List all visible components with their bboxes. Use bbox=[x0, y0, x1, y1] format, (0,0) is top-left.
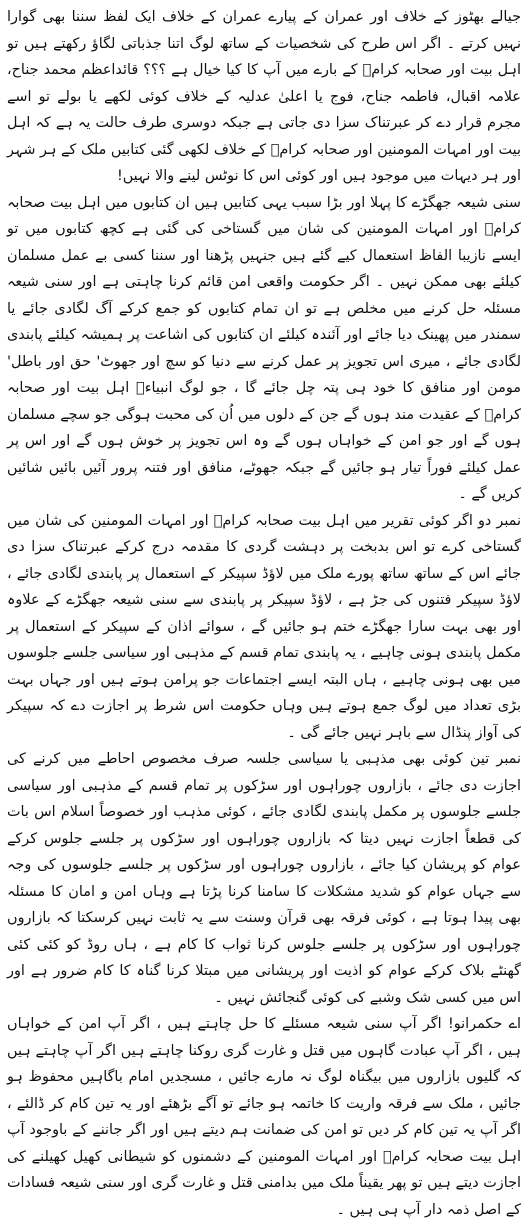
article-paragraph-2: سنی شیعہ جھگڑے کا پہلا اور بڑا سبب یہی کتابیں ہیں ان کتابوں میں اہل بیت صحابہ کرامؓ اور امہات المومنین کی شان میں گستاخی کی گئی ہے کچھ کتابوں میں تو ایسے نازیبا الفاظ استعمال کیے گئے ہیں جنہیں پڑھنا اور سننا کسی بے عمل مسلمان کیلئے بھی ممکن نہیں ۔ اگر حکومت واقعی امن قائم کرنا چاہتی ہے اور سنی شیعہ مسئلہ حل کرنے میں مخلص ہے تو ان تمام کتابوں کو جمع کرکے آگ لگادی جائے یا سمندر میں پھینک دیا جائے اور آئندہ کیلئے ان کتابوں کی اشاعت پر ہمیشہ کیلئے پابندی لگادی جائے ، میری اس تجویز پر عمل کرنے سے دنیا کو سچ اور جھوٹ' حق اور باطل' مومن اور منافق کا خود ہی پتہ چل جائے گا ، جو لوگ انبیاءؑ اہل بیت اور صحابہ کرامؓ کے عقیدت مند ہوں گے جن کے دلوں میں اُن کی محبت ہوگی جو سچے مسلمان ہوں گے اور جو امن کے خواہاں ہوں گے وہ اس تجویز پر خوش ہوں گے اور اس پر عمل کیلئے فوراً تیار ہو جائیں گے جبکہ جھوٹے، منافق اور فتنہ پرور آئیں بائیں شائیں کریں گے ۔ bbox=[7, 194, 521, 502]
article-paragraph-4: نمبر تین کوئی بھی مذہبی یا سیاسی جلسہ صرف مخصوص احاطے میں کرنے کی اجازت دی جائے ، بازاروں چوراہوں اور سڑکوں پر تمام قسم کے مذہبی اور سیاسی جلسے جلوسوں پر مکمل پابندی لگادی جائے ، کوئی مذہب اور خصوصاً اسلام اس بات کی قطعاً اجازت نہیں دیتا کہ بازاروں چوراہوں اور سڑکوں پر جلسے جلوس کرکے عوام کو پریشان کیا جائے ، بازاروں چوراہوں اور سڑکوں پر جلسے جلوسوں کی وجہ سے جہاں عوام کو شدید مشکلات کا سامنا کرنا پڑتا ہے وہاں امن و امان کا مسئلہ بھی پیدا ہوتا ہے ، کوئی فرقہ بھی قرآن وسنت سے یہ ثابت نہیں کرسکتا کہ بازاروں چوراہوں اور سڑکوں پر جلسے جلوس کرنا ثواب کا کام ہے ، ہاں روڈ کو کئی کئی گھنٹے بلاک کرکے عوام کو اذیت اور پریشانی میں مبتلا کرنا گناہ کا کام ضرور ہے اور اس میں کسی شک وشبے کی کوئی گنجائش نہیں ۔ bbox=[7, 751, 521, 1006]
article-paragraph-5: اے حکمرانو! اگر آپ سنی شیعہ مسئلے کا حل چاہتے ہیں ، اگر آپ امن کے خواہاں ہیں ، اگر آپ عبادت گاہوں میں قتل و غارت گری روکنا چاہتے ہیں اگر آپ چاہتے ہیں کہ گلیوں بازاروں میں بیگناہ لوگ نہ مارے جائیں ، مسجدیں امام باگاہیں محفوظ ہو جائیں ، ملک سے فرقہ واریت کا خاتمہ ہو جائے تو آگے بڑھئے اور یہ تین کام کر ڈالئے ، اگر آپ یہ تین کام کر دیں تو امن کی ضمانت ہم دیتے ہیں اور اگر جاننے کے باوجود آپ اہل بیت صحابہ کرامؓ اور امہات المومنین کے دشمنوں کو شیطانی کھیل کھیلنے کی اجازت دیتے ہیں تو پھر یقیناً ملک میں بدامنی قتل و غارت گری اور سنی شیعہ فسادات کے اصل ذمہ دار آپ ہی ہیں ۔ bbox=[7, 1016, 521, 1218]
article-paragraph-1: جیالے بھٹوز کے خلاف اور عمران کے پیارے عمران کے خلاف ایک لفظ سننا بھی گوارا نہیں کرتے ۔ اگر اس طرح کی شخصیات کے ساتھ لوگ اتنا جذباتی لگاؤ رکھتے ہیں تو اہل بیت اور صحابہ کرامؓ کے بارے میں آپ کا کیا خیال ہے ؟؟؟ قائداعظم محمد جناح، علامہ اقبال، فاطمہ جناح، فوج یا اعلیٰ عدلیہ کے خلاف کوئی لکھے یا بولے تو اسے مجرم قرار دے کر عبرتناک سزا دی جاتی ہے جبکہ دوسری طرف حالت یہ ہے کہ اہل بیت اور امہات المومنین اور صحابہ کرامؓ کے خلاف لکھی گئی کتابیں ملک کے ہر شہر اور ہر دیہات میں موجود ہیں اور کوئی اس کا نوٹس لینے والا نہیں! bbox=[7, 9, 521, 184]
article-paragraph-3: نمبر دو اگر کوئی تقریر میں اہل بیت صحابہ کرامؓ اور امہات المومنین کی شان میں گستاخی کرے تو اس بدبخت پر دہشت گردی کا مقدمہ درج کرکے عبرتناک سزا دی جائے اس کے ساتھ ساتھ پورے ملک میں لاؤڈ سپیکر کے استعمال پر پابندی لگادی جائے ، لاؤڈ سپیکر فتنوں کی جڑ ہے ، لاؤڈ سپیکر پر پابندی سے سنی شیعہ جھگڑے کے علاوہ اور بھی بہت سارا جھگڑے ختم ہو جائیں گے ، سوائے اذان کے سپیکر کے استعمال پر مکمل پابندی ہونی چاہیے ، یہ پابندی تمام قسم کے مذہبی اور سیاسی جلسے جلوسوں میں بھی ہونی چاہیے ، ہاں البتہ ایسے اجتماعات جو پرامن ہوتے ہیں اور جہاں بہت بڑی تعداد میں لوگ جمع ہوتے ہیں وہاں حکومت اس شرط پر اجازت دے کہ سپیکر کی آواز پنڈال سے باہر نہیں جائے گی ۔ bbox=[7, 512, 521, 741]
